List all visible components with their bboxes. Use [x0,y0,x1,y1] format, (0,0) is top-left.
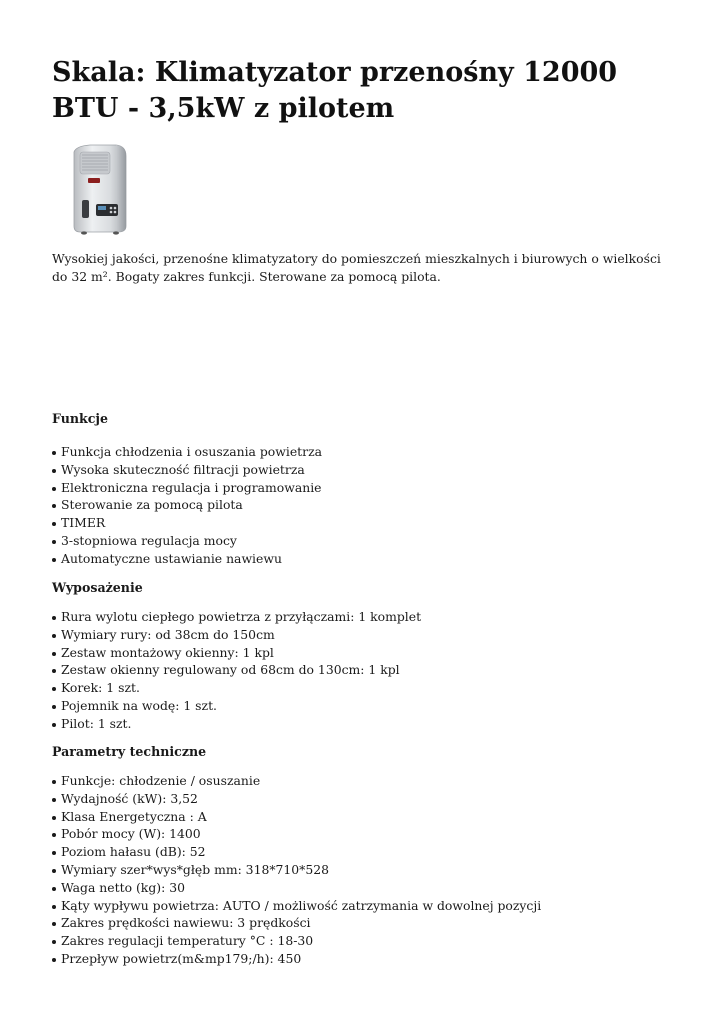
list-item: Wymiary rury: od 38cm do 150cm [52,626,677,644]
list-item: Wydajność (kW): 3,52 [52,790,677,808]
list-item: Automatyczne ustawianie nawiewu [52,550,677,568]
list-item: Klasa Energetyczna : A [52,808,677,826]
intro-paragraph: Wysokiej jakości, przenośne klimatyzatory do pomieszczeń mieszkalnych i biurowych o wielkości do 32 m². Bogaty zakres funkcji. Sterowane za pomocą pilota. [52,251,661,284]
list-item: Elektroniczna regulacja i programowanie [52,479,677,497]
list-item: Kąty wypływu powietrza: AUTO / możliwość zatrzymania w dowolnej pozycji [52,897,677,915]
air-conditioner-product-image [66,142,134,236]
page-title: Skala: Klimatyzator przenośny 12000 BTU - 3,5kW z pilotem [52,57,618,124]
list-funkcje [52,443,677,568]
list-item: Pilot: 1 szt. [52,715,677,733]
list-parametry [52,772,677,968]
section-title-wyposazenie: Wyposażenie [52,580,143,595]
section-title-parametry: Parametry techniczne [52,744,207,759]
section-title-funkcje: Funkcje [52,411,108,426]
list-item: Sterowanie za pomocą pilota [52,496,677,514]
list-item: Rura wylotu ciepłego powietrza z przyłączami: 1 komplet [52,608,677,626]
list-item: Pojemnik na wodę: 1 szt. [52,697,677,715]
list-item: Zestaw montażowy okienny: 1 kpl [52,644,677,662]
list-item: 3-stopniowa regulacja mocy [52,532,677,550]
list-item: Poziom hałasu (dB): 52 [52,843,677,861]
list-item: Przepływ powietrz(m&mp179;/h): 450 [52,950,677,968]
list-item: Funkcja chłodzenia i osuszania powietrza [52,443,677,461]
list-item: Wysoka skuteczność filtracji powietrza [52,461,677,479]
list-wyposazenie [52,608,677,733]
list-item: Zakres prędkości nawiewu: 3 prędkości [52,914,677,932]
list-item: Waga netto (kg): 30 [52,879,677,897]
list-item: Wymiary szer*wys*głęb mm: 318*710*528 [52,861,677,879]
list-item: Funkcje: chłodzenie / osuszanie [52,772,677,790]
list-item: Zakres regulacji temperatury °C : 18-30 [52,932,677,950]
list-item: TIMER [52,514,677,532]
list-item: Pobór mocy (W): 1400 [52,825,677,843]
list-item: Korek: 1 szt. [52,679,677,697]
list-item: Zestaw okienny regulowany od 68cm do 130cm: 1 kpl [52,661,677,679]
